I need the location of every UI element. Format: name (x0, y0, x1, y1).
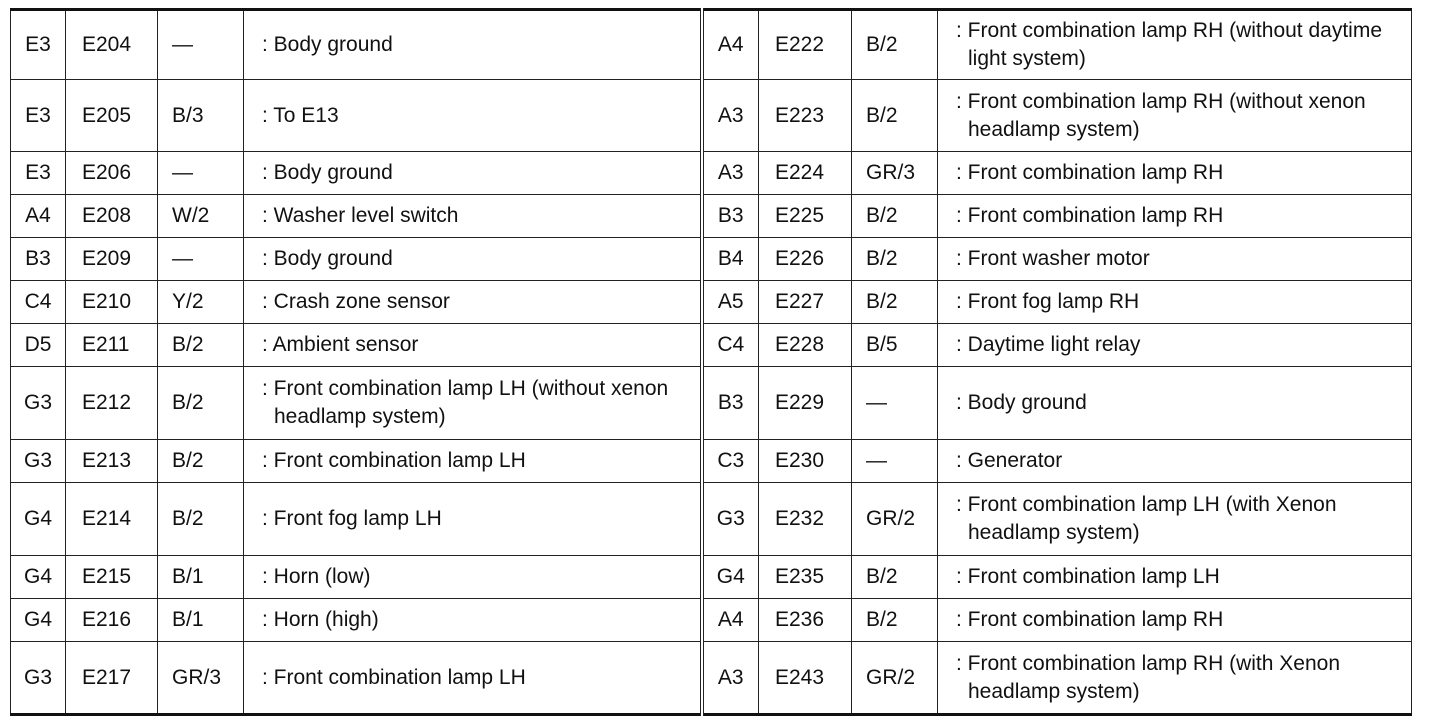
left-grid-cell: G4 (11, 556, 66, 599)
left-color-cell: W/2 (158, 195, 244, 238)
right-grid-cell: B3 (702, 367, 759, 440)
left-description-cell: : Body ground (244, 152, 702, 195)
right-description-cell: : Front combination lamp RH (938, 599, 1412, 642)
left-description-cell: : Body ground (244, 238, 702, 281)
right-grid-cell: A5 (702, 281, 759, 324)
left-description-cell: : Front combination lamp LH (244, 440, 702, 483)
right-grid-cell: B3 (702, 195, 759, 238)
left-description-cell: : Body ground (244, 10, 702, 80)
right-description-cell: : Front washer motor (938, 238, 1412, 281)
right-grid-cell: A3 (702, 152, 759, 195)
right-color-cell: B/2 (852, 80, 938, 152)
right-color-cell: B/2 (852, 281, 938, 324)
right-grid-cell: A3 (702, 80, 759, 152)
left-description-cell: : Front fog lamp LH (244, 483, 702, 556)
left-color-cell: — (158, 238, 244, 281)
left-description-cell: : Crash zone sensor (244, 281, 702, 324)
right-connector-cell: E229 (759, 367, 852, 440)
right-grid-cell: G3 (702, 483, 759, 556)
right-description-cell: : Front combination lamp LH (938, 556, 1412, 599)
table-row (11, 483, 1412, 556)
connector-table-body (11, 10, 1412, 715)
left-color-cell: GR/3 (158, 642, 244, 715)
left-grid-cell: C4 (11, 281, 66, 324)
table-row (11, 238, 1412, 281)
left-description-cell: : To E13 (244, 80, 702, 152)
left-connector-cell: E204 (66, 10, 158, 80)
left-grid-cell: G3 (11, 440, 66, 483)
left-description-cell: : Ambient sensor (244, 324, 702, 367)
right-color-cell: — (852, 440, 938, 483)
right-grid-cell: A4 (702, 10, 759, 80)
right-grid-cell: C4 (702, 324, 759, 367)
right-description-cell: : Front combination lamp RH (without daytime light system) (938, 10, 1412, 80)
left-grid-cell: E3 (11, 152, 66, 195)
right-connector-cell: E230 (759, 440, 852, 483)
right-connector-cell: E224 (759, 152, 852, 195)
left-grid-cell: G4 (11, 599, 66, 642)
right-color-cell: B/2 (852, 599, 938, 642)
left-connector-cell: E214 (66, 483, 158, 556)
right-description-cell: : Front combination lamp RH (with Xenon headlamp system) (938, 642, 1412, 715)
left-color-cell: B/2 (158, 367, 244, 440)
left-connector-cell: E209 (66, 238, 158, 281)
left-color-cell: — (158, 152, 244, 195)
left-description-cell: : Horn (high) (244, 599, 702, 642)
right-color-cell: B/2 (852, 556, 938, 599)
right-color-cell: B/5 (852, 324, 938, 367)
left-connector-cell: E206 (66, 152, 158, 195)
table-row (11, 324, 1412, 367)
left-color-cell: B/1 (158, 599, 244, 642)
table-row (11, 642, 1412, 715)
table-row (11, 440, 1412, 483)
right-description-cell: : Front combination lamp RH (938, 152, 1412, 195)
right-connector-cell: E236 (759, 599, 852, 642)
table-row (11, 556, 1412, 599)
left-color-cell: — (158, 10, 244, 80)
left-description-cell: : Front combination lamp LH (244, 642, 702, 715)
right-grid-cell: C3 (702, 440, 759, 483)
right-description-cell: : Front combination lamp RH (without xenon headlamp system) (938, 80, 1412, 152)
left-color-cell: B/2 (158, 483, 244, 556)
right-description-cell: : Front combination lamp LH (with Xenon headlamp system) (938, 483, 1412, 556)
right-color-cell: GR/2 (852, 483, 938, 556)
left-connector-cell: E208 (66, 195, 158, 238)
right-connector-cell: E243 (759, 642, 852, 715)
right-color-cell: — (852, 367, 938, 440)
left-connector-cell: E215 (66, 556, 158, 599)
left-color-cell: B/2 (158, 440, 244, 483)
right-connector-cell: E227 (759, 281, 852, 324)
left-grid-cell: E3 (11, 10, 66, 80)
right-color-cell: B/2 (852, 195, 938, 238)
left-connector-cell: E213 (66, 440, 158, 483)
table-row (11, 195, 1412, 238)
left-grid-cell: A4 (11, 195, 66, 238)
right-grid-cell: G4 (702, 556, 759, 599)
right-description-cell: : Front combination lamp RH (938, 195, 1412, 238)
left-description-cell: : Front combination lamp LH (without xenon headlamp system) (244, 367, 702, 440)
right-connector-cell: E222 (759, 10, 852, 80)
left-color-cell: B/2 (158, 324, 244, 367)
right-connector-cell: E228 (759, 324, 852, 367)
left-color-cell: B/1 (158, 556, 244, 599)
right-grid-cell: A3 (702, 642, 759, 715)
left-grid-cell: B3 (11, 238, 66, 281)
right-connector-cell: E235 (759, 556, 852, 599)
table-row (11, 80, 1412, 152)
left-connector-cell: E212 (66, 367, 158, 440)
right-connector-cell: E225 (759, 195, 852, 238)
left-description-cell: : Horn (low) (244, 556, 702, 599)
table-row (11, 152, 1412, 195)
right-grid-cell: A4 (702, 599, 759, 642)
right-grid-cell: B4 (702, 238, 759, 281)
table-row (11, 281, 1412, 324)
left-description-cell: : Washer level switch (244, 195, 702, 238)
table-row (11, 367, 1412, 440)
right-description-cell: : Body ground (938, 367, 1412, 440)
right-color-cell: GR/3 (852, 152, 938, 195)
right-color-cell: GR/2 (852, 642, 938, 715)
table-row (11, 10, 1412, 80)
connector-table (10, 8, 1412, 716)
right-color-cell: B/2 (852, 10, 938, 80)
left-grid-cell: E3 (11, 80, 66, 152)
left-grid-cell: D5 (11, 324, 66, 367)
right-color-cell: B/2 (852, 238, 938, 281)
left-connector-cell: E217 (66, 642, 158, 715)
right-description-cell: : Daytime light relay (938, 324, 1412, 367)
left-grid-cell: G3 (11, 642, 66, 715)
right-description-cell: : Generator (938, 440, 1412, 483)
right-connector-cell: E223 (759, 80, 852, 152)
left-color-cell: B/3 (158, 80, 244, 152)
left-grid-cell: G3 (11, 367, 66, 440)
left-connector-cell: E205 (66, 80, 158, 152)
table-row (11, 599, 1412, 642)
left-color-cell: Y/2 (158, 281, 244, 324)
right-connector-cell: E226 (759, 238, 852, 281)
left-connector-cell: E210 (66, 281, 158, 324)
left-connector-cell: E211 (66, 324, 158, 367)
right-connector-cell: E232 (759, 483, 852, 556)
left-grid-cell: G4 (11, 483, 66, 556)
left-connector-cell: E216 (66, 599, 158, 642)
right-description-cell: : Front fog lamp RH (938, 281, 1412, 324)
